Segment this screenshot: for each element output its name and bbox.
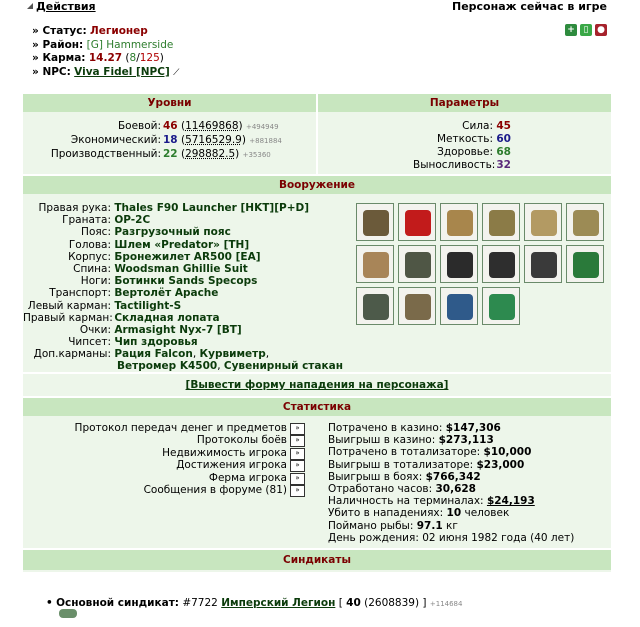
open-button[interactable]: » bbox=[290, 460, 305, 472]
equipment-link[interactable]: Бронежилет AR500 [EA] bbox=[114, 250, 261, 263]
main-syndicate-row: • Основной синдикат: #7722 Имперский Легион [ 40 (2608839) ] +114684 bbox=[46, 597, 463, 609]
param-row: Меткость: 60 bbox=[436, 133, 511, 145]
syndicates-header: Синдикаты bbox=[23, 550, 611, 570]
phone-icon[interactable]: ▯ bbox=[580, 24, 592, 36]
open-button[interactable]: » bbox=[290, 448, 305, 460]
equipment-row: Граната: OP-2C bbox=[62, 214, 151, 227]
equipment-link[interactable]: Вертолёт Apache bbox=[114, 287, 219, 300]
extra-pockets-row-2: Ветромер K4500, Сувенирный стакан bbox=[117, 360, 343, 372]
radio-icon bbox=[363, 294, 389, 320]
vest-icon bbox=[531, 210, 557, 236]
equipment-slot[interactable] bbox=[398, 287, 436, 325]
param-row: Выносливость: 32 bbox=[413, 159, 511, 171]
equipment-row: Корпус: Бронежилет AR500 [EA] bbox=[68, 250, 261, 263]
open-button[interactable]: » bbox=[290, 473, 305, 485]
attack-form-link[interactable]: [Вывести форму нападения на персонажа] bbox=[185, 379, 449, 391]
equipment-row: Транспорт: Вертолёт Apache bbox=[49, 287, 219, 300]
weapons-section bbox=[23, 176, 611, 372]
status-value: Легионер bbox=[90, 25, 148, 37]
levels-params-section: Уровни Параметры Боевой: 46 (11469868) +494949 Экономический: 18 (5716529.9) +881884 Производственный: 22 (298882.5) +35360 Сила: 45 Меткость: 60 Здоровье: 68 Выносливость: 32 bbox=[23, 94, 611, 174]
open-button[interactable]: » bbox=[290, 423, 305, 435]
param-row: Здоровье: 68 bbox=[437, 146, 511, 158]
stat-value-row: Выигрыш в боях: $766,342 bbox=[328, 470, 481, 483]
goggles-icon bbox=[531, 252, 557, 278]
user-icon[interactable]: ● bbox=[595, 24, 607, 36]
npc-link[interactable]: Viva Fidel [NPC] bbox=[74, 65, 170, 78]
equipment-slot[interactable] bbox=[566, 203, 604, 241]
equipment-link[interactable]: Ботинки Sands Specops bbox=[114, 275, 258, 288]
weapons-header: Вооружение bbox=[23, 176, 611, 194]
stat-value-row: Потрачено в казино: $147,306 bbox=[328, 422, 501, 434]
helicopter-icon bbox=[405, 252, 431, 278]
level-row: Производственный: bbox=[50, 148, 161, 160]
equipment-link[interactable]: Tactilight-S bbox=[114, 299, 182, 312]
stat-value-row: Отработано часов: 30,628 bbox=[328, 483, 476, 495]
stat-value-row: Выигрыш в казино: $273,113 bbox=[328, 434, 494, 447]
stat-value-row: Выигрыш в тотализаторе: $23,000 bbox=[328, 458, 525, 471]
stat-link-row: Протокол передач денег и предметов » bbox=[43, 422, 305, 435]
level-row: Экономический: bbox=[70, 134, 161, 146]
stats-section bbox=[23, 398, 611, 548]
stat-link-row: Сообщения в форуме (81) » bbox=[43, 484, 305, 497]
equipment-slot[interactable] bbox=[482, 203, 520, 241]
karma-value: 14.27 bbox=[88, 52, 123, 64]
launcher-icon bbox=[363, 210, 389, 236]
stats-header: Статистика bbox=[23, 398, 611, 416]
district-link[interactable]: [G] Hammerside bbox=[86, 38, 174, 51]
level-row: Боевой: bbox=[117, 120, 161, 132]
equipment-slot[interactable] bbox=[524, 245, 562, 283]
add-file-icon[interactable]: + bbox=[565, 24, 577, 36]
equipment-link[interactable]: Шлем «Predator» [TH] bbox=[114, 238, 250, 251]
equipment-row: Чипсет: Чип здоровья bbox=[68, 336, 198, 349]
stat-value-row: Убито в нападениях: 10 человек bbox=[328, 507, 510, 520]
stat-value-row: Наличность на терминалах: $24,193 bbox=[328, 495, 535, 508]
equipment-link[interactable]: Armasight Nyx-7 [BT] bbox=[114, 324, 242, 336]
levels-header: Уровни bbox=[23, 94, 316, 112]
ghillie-icon bbox=[573, 210, 599, 236]
equipment-slot[interactable] bbox=[356, 245, 394, 283]
equipment-slot[interactable] bbox=[398, 203, 436, 241]
equipment-slot[interactable] bbox=[566, 245, 604, 283]
night-vision-icon bbox=[447, 252, 473, 278]
cup-icon bbox=[489, 294, 515, 320]
corner-icon bbox=[27, 3, 33, 9]
equipment-link[interactable]: Thales F90 Launcher [HKT][P+D] bbox=[114, 202, 310, 214]
equipment-link[interactable]: Чип здоровья bbox=[114, 336, 198, 349]
stat-value-row: Потрачено в тотализаторе: $10,000 bbox=[328, 446, 532, 459]
param-row: Сила: 45 bbox=[462, 120, 511, 132]
equipment-row: Очки: Armasight Nyx-7 [BT] bbox=[79, 324, 242, 336]
params-header: Параметры bbox=[318, 94, 611, 112]
chip-icon bbox=[573, 252, 599, 278]
equipment-slot[interactable] bbox=[440, 287, 478, 325]
equipment-link[interactable]: Складная лопата bbox=[114, 311, 220, 324]
character-info: » Статус: Легионер » Район: [G] Hammerside » Карма: 14.27 (8/125) » NPC: Viva Fidel [NPC] ⟋ bbox=[32, 25, 180, 78]
equipment-slot[interactable] bbox=[482, 287, 520, 325]
stat-link-row: Недвижимость игрока » bbox=[43, 447, 305, 460]
karma-plus-link[interactable]: 8 bbox=[129, 52, 137, 64]
shovel-icon bbox=[489, 252, 515, 278]
boots-icon bbox=[363, 252, 389, 278]
equipment-link[interactable]: Разгрузочный пояс bbox=[114, 226, 231, 239]
equipment-row: Левый карман: Tactilight-S bbox=[27, 299, 182, 312]
equipment-row: Голова: Шлем «Predator» [TH] bbox=[68, 238, 250, 251]
actions-link[interactable]: Действия bbox=[27, 0, 96, 13]
anemometer-icon bbox=[447, 294, 473, 320]
curvimeter-icon bbox=[405, 294, 431, 320]
stat-link-row: Ферма игрока » bbox=[43, 472, 305, 485]
equipment-slot[interactable] bbox=[482, 245, 520, 283]
equipment-slot[interactable] bbox=[356, 203, 394, 241]
equipment-row: Спина: Woodsman Ghillie Suit bbox=[73, 263, 248, 275]
action-icons bbox=[562, 24, 607, 36]
equipment-row: Ноги: Ботинки Sands Specops bbox=[80, 275, 258, 288]
extra-pockets-row: Доп.карманы: Рация Falcon, Курвиметр, bbox=[33, 348, 270, 360]
equipment-slot[interactable] bbox=[356, 287, 394, 325]
equipment-slot[interactable] bbox=[440, 245, 478, 283]
stat-link-row: Протоколы боёв » bbox=[43, 434, 305, 447]
equipment-slot[interactable] bbox=[524, 203, 562, 241]
online-status: Персонаж сейчас в игре bbox=[451, 0, 607, 13]
open-button[interactable]: » bbox=[290, 435, 305, 447]
equipment-slot[interactable] bbox=[440, 203, 478, 241]
karma-minus-link[interactable]: 125 bbox=[139, 52, 160, 64]
equipment-row: Правая рука: Thales F90 Launcher [HKT][P+D] bbox=[38, 202, 310, 214]
syndicates-header-row bbox=[23, 550, 611, 572]
equipment-row: Правый карман: Складная лопата bbox=[23, 311, 220, 324]
profile-header bbox=[0, 0, 640, 92]
syndicate-badge bbox=[59, 609, 77, 621]
stat-link-row: Достижения игрока » bbox=[43, 459, 305, 472]
equipment-row: Пояс: Разгрузочный пояс bbox=[81, 226, 231, 239]
grenade-icon bbox=[405, 210, 431, 236]
equipment-link[interactable]: OP-2C bbox=[114, 214, 151, 227]
rifle-icon: ⟋ bbox=[173, 67, 180, 78]
syndicate-link[interactable]: Имперский Легион bbox=[221, 597, 336, 609]
stat-value-row: Поймано рыбы: 97.1 кг bbox=[328, 519, 458, 532]
attack-section bbox=[23, 374, 611, 396]
open-button[interactable]: » bbox=[290, 485, 305, 497]
equipment-slot[interactable] bbox=[398, 245, 436, 283]
helmet-icon bbox=[489, 210, 515, 236]
equipment-link[interactable]: Woodsman Ghillie Suit bbox=[114, 263, 248, 275]
stat-value-row: День рождения: 02 июня 1982 года (40 лет) bbox=[328, 531, 575, 544]
belt-icon bbox=[447, 210, 473, 236]
